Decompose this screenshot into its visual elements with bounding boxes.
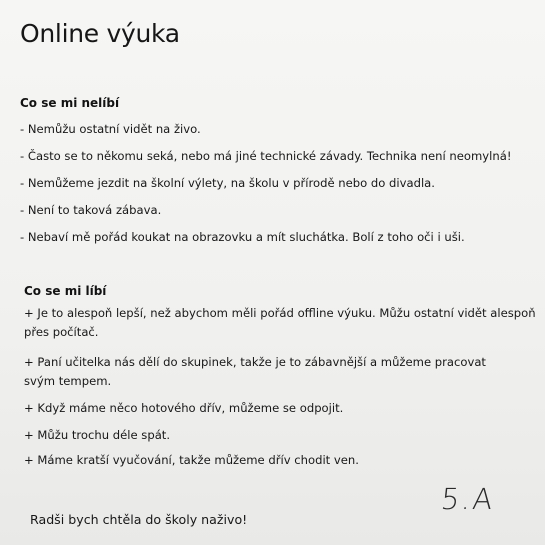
- dislike-item: - Není to taková zábava.: [20, 203, 162, 217]
- dislike-item: - Často se to někomu seká, nebo má jiné technické závady. Technika není neomylná!: [20, 149, 512, 163]
- dislike-item: - Nebaví mě pořád koukat na obrazovku a mít sluchátka. Bolí z toho oči i uši.: [20, 230, 465, 244]
- like-item: + Je to alespoň lepší, než abychom měli pořád offline výuku. Můžu ostatní vidět alespoň přes počítač.: [24, 306, 536, 339]
- closing-sentence: Radši bych chtěla do školy naživo!: [30, 512, 248, 527]
- like-item: + Když máme něco hotového dřív, můžeme se odpojit.: [24, 401, 344, 415]
- dislike-item: - Nemůžeme jezdit na školní výlety, na školu v přírodě nebo do divadla.: [20, 176, 435, 190]
- likes-heading: Co se mi líbí: [24, 284, 107, 298]
- page-title: Online výuka: [20, 19, 180, 48]
- dislikes-heading: Co se mi nelíbí: [20, 96, 120, 110]
- like-item: + Máme kratší vyučování, takže můžeme dřív chodit ven.: [24, 453, 359, 467]
- dislike-item: - Nemůžu ostatní vidět na živo.: [20, 122, 201, 136]
- handwritten-class-label: 5.A: [439, 482, 497, 516]
- like-item: + Paní učitelka nás dělí do skupinek, takže je to zábavnější a můžeme pracovat svým tempem.: [24, 355, 486, 388]
- like-item: + Můžu trochu déle spát.: [24, 428, 171, 442]
